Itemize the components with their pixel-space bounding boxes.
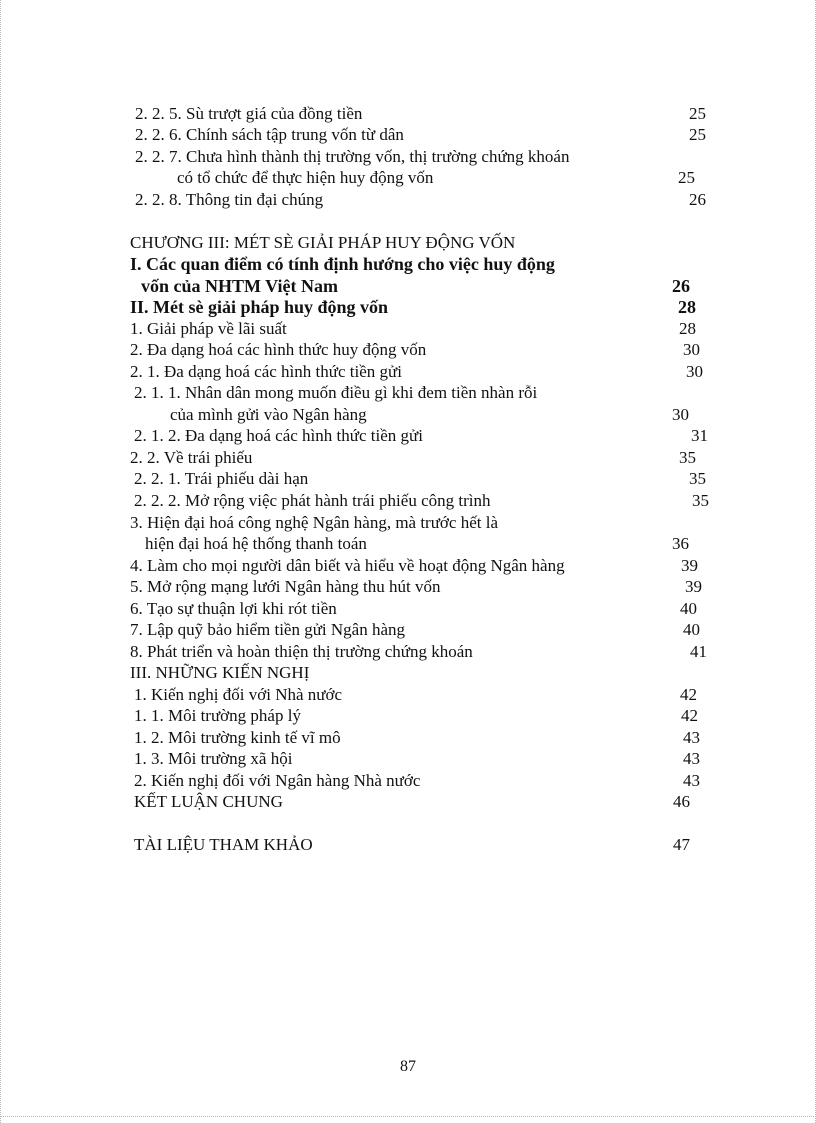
- toc-page-section-II: 28: [678, 297, 696, 317]
- toc-page-2-1-2: 31: [691, 426, 708, 445]
- toc-page-2-2: 35: [679, 448, 696, 467]
- toc-page-3: 36: [672, 534, 689, 553]
- toc-entry-2-1-2: 2. 1. 2. Đa dạng hoá các hình thức tiền gửi: [134, 426, 423, 445]
- toc-page-2-1-1: 30: [672, 405, 689, 424]
- toc-page-references: 47: [673, 835, 690, 854]
- toc-entry-iii-1-1: 1. 1. Môi trường pháp lý: [134, 706, 301, 725]
- toc-entry-iii-1: 1. Kiến nghị đối với Nhà nước: [134, 685, 343, 704]
- toc-entry-2-2-2: 2. 2. 2. Mở rộng việc phát hành trái phiếu công trình: [134, 491, 491, 510]
- toc-page-2: 30: [683, 340, 700, 359]
- toc-conclusion: KẾT LUẬN CHUNG: [134, 792, 283, 811]
- toc-entry-iii-1-2: 1. 2. Môi trường kinh tế vĩ mô: [134, 728, 341, 747]
- toc-page-2-1: 30: [686, 362, 703, 381]
- toc-entry-2-1-1-cont: của mình gửi vào Ngân hàng: [170, 405, 367, 424]
- toc-entry-2-1: 2. 1. Đa dạng hoá các hình thức tiền gửi: [130, 362, 402, 381]
- toc-section-I-cont: vốn của NHTM Việt Nam: [141, 276, 338, 296]
- toc-page-conclusion: 46: [673, 792, 690, 811]
- toc-page-iii-2: 43: [683, 771, 700, 790]
- toc-page-2-2-8: 26: [689, 190, 706, 209]
- toc-references: TÀI LIỆU THAM KHẢO: [134, 835, 313, 854]
- toc-entry-2-2-7-cont: có tổ chức để thực hiện huy động vốn: [177, 168, 434, 187]
- page-border-bottom: [0, 1116, 816, 1117]
- toc-page-5: 39: [685, 577, 702, 596]
- toc-entry-iii-2: 2. Kiến nghị đối với Ngân hàng Nhà nước: [134, 771, 421, 790]
- toc-entry-7: 7. Lập quỹ bảo hiểm tiền gửi Ngân hàng: [130, 620, 406, 639]
- toc-page-7: 40: [683, 620, 700, 639]
- toc-entry-2-1-1: 2. 1. 1. Nhân dân mong muốn điều gì khi đem tiền nhàn rỗi: [134, 383, 538, 402]
- toc-page-2-2-6: 25: [689, 125, 706, 144]
- toc-entry-8: 8. Phát triển và hoàn thiện thị trường chứng khoán: [130, 642, 473, 661]
- toc-entry-2-2-7: 2. 2. 7. Chưa hình thành thị trường vốn, thị trường chứng khoán: [135, 147, 570, 166]
- toc-entry-1: 1. Giải pháp về lãi suất: [130, 319, 287, 338]
- toc-page-2-2-7: 25: [678, 168, 695, 187]
- toc-entry-3-cont: hiện đại hoá hệ thống thanh toán: [145, 534, 367, 553]
- toc-entry-2-2-1: 2. 2. 1. Trái phiếu dài hạn: [134, 469, 309, 488]
- toc-page-section-I: 26: [672, 276, 690, 296]
- toc-entry-5: 5. Mở rộng mạng lưới Ngân hàng thu hút vốn: [130, 577, 441, 596]
- page-number: 87: [400, 1058, 416, 1075]
- toc-entry-2-2-8: 2. 2. 8. Thông tin đại chúng: [135, 190, 324, 209]
- chapter-title: CHƯƠNG III: MÉT SÈ GIẢI PHÁP HUY ĐỘNG VỐN: [130, 233, 516, 252]
- toc-page-2-2-1: 35: [689, 469, 706, 488]
- toc-entry-2: 2. Đa dạng hoá các hình thức huy động vốn: [130, 340, 427, 359]
- toc-entry-2-2-6: 2. 2. 6. Chính sách tập trung vốn từ dân: [135, 125, 404, 144]
- toc-section-I: I. Các quan điểm có tính định hướng cho việc huy động: [130, 254, 555, 274]
- toc-page-iii-1-2: 43: [683, 728, 700, 747]
- toc-entry-iii-1-3: 1. 3. Môi trường xã hội: [134, 749, 293, 768]
- toc-entry-2-2-5: 2. 2. 5. Sù trượt giá của đồng tiền: [135, 104, 363, 123]
- toc-page-iii-1-1: 42: [681, 706, 698, 725]
- toc-page-iii-1-3: 43: [683, 749, 700, 768]
- toc-section-II: II. Mét sè giải pháp huy động vốn: [130, 297, 389, 317]
- toc-section-III: III. NHỮNG KIẾN NGHỊ: [130, 663, 310, 682]
- toc-entry-4: 4. Làm cho mọi người dân biết và hiểu về hoạt động Ngân hàng: [130, 556, 565, 575]
- toc-page-iii-1: 42: [680, 685, 697, 704]
- toc-page-1: 28: [679, 319, 696, 338]
- toc-page-6: 40: [680, 599, 697, 618]
- toc-page-2-2-2: 35: [692, 491, 709, 510]
- toc-page-4: 39: [681, 556, 698, 575]
- toc-entry-2-2: 2. 2. Về trái phiếu: [130, 448, 253, 467]
- toc-entry-6: 6. Tạo sự thuận lợi khi rót tiền: [130, 599, 337, 618]
- toc-entry-3: 3. Hiện đại hoá công nghệ Ngân hàng, mà trước hết là: [130, 513, 499, 532]
- toc-page-8: 41: [690, 642, 707, 661]
- toc-page-2-2-5: 25: [689, 104, 706, 123]
